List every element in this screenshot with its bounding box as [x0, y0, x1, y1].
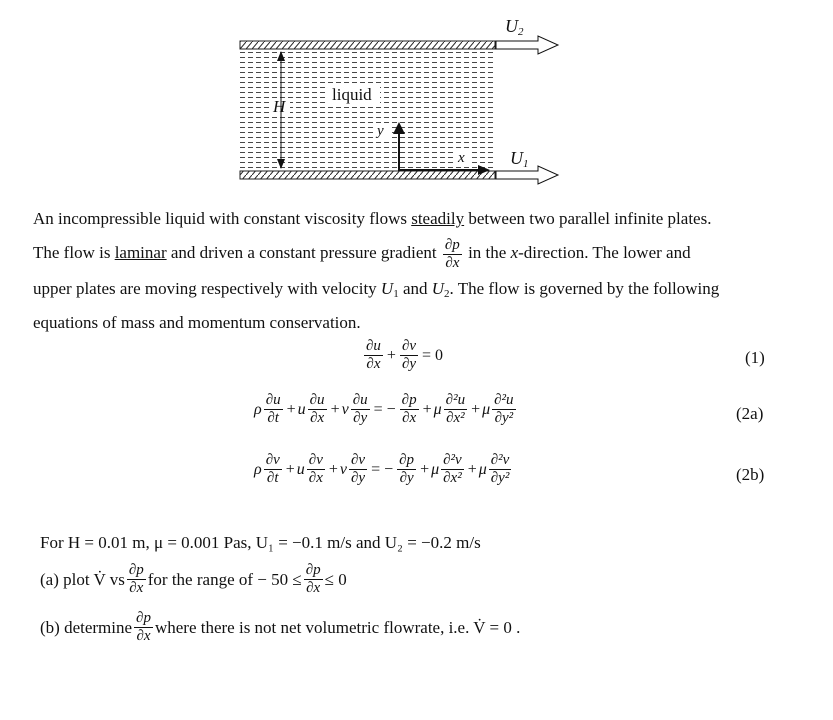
pressure-gradient-fraction: $\frac{\partial p}{\partial x}$ [444, 236, 460, 271]
question-a: (a) plot V̇ vs $\frac{\partial p}{\partial x}$ for the range of − 50 ≤ $\frac{\partial p}{\partial x}$ ≤ 0 [40, 562, 347, 596]
intro-line-3: upper plates are moving respectively with velocity $U_1$ and $U_2$. The flow is governed by the following [33, 278, 720, 300]
continuity-equation: $\frac{\partial u}{\partial x}$ + $\frac{\partial v}{\partial y}$ = 0 [366, 338, 444, 372]
x-axis-label: x [458, 150, 465, 166]
intro-line-2: The flow is laminar and driven a constant pressure gradient $\frac{\partial p}{\partial x}$ in the x-direction. The lower and [33, 236, 691, 271]
liquid-label: liquid [332, 85, 372, 104]
intro-line-4: equations of mass and momentum conservation. [33, 312, 361, 332]
given-values: For H = 0.01 m, μ = 0.001 Pas, U₁ = −0.1 m/s and U₂ = −0.2 m/s [40, 533, 481, 552]
lower-plate [240, 171, 495, 179]
y-axis-label: y [377, 123, 384, 139]
equation-2a-number: (2a) [736, 404, 764, 423]
equation-2b-number: (2b) [736, 465, 765, 484]
u2-label: $U_2$ [505, 16, 524, 38]
upper-plate [240, 41, 495, 49]
problem-description [33, 202, 773, 335]
y-momentum-equation: ρ $\frac{\partial v}{\partial t}$ + u $\frac{\partial v}{\partial x}$ + v $\frac{\partial v}{\partial y}$ = − $\frac{\partial p}{\partial y}$ + μ $\frac{\text{∂²v}}{\text{∂x²}}$ + μ $\frac{\text{∂²v}}{\text{∂y²}}$ [254, 452, 510, 486]
u1-label: $U_1$ [510, 148, 529, 170]
intro-line-1: An incompressible liquid with constant viscosity flows steadily between two parallel infinite plates. [33, 209, 712, 228]
channel-flow-diagram [0, 0, 833, 200]
x-momentum-equation: ρ $\frac{\partial u}{\partial t}$ + u $\frac{\partial u}{\partial x}$ + v $\frac{\partial u}{\partial y}$ = − $\frac{\partial p}{\partial x}$ + μ $\frac{\text{∂²u}}{\text{∂x²}}$ + μ $\frac{\text{∂²u}}{\text{∂y²}}$ [254, 392, 514, 426]
height-label: H [273, 97, 286, 116]
equation-1-number: (1) [745, 348, 765, 367]
question-b: (b) determine $\frac{\partial p}{\partial x}$ where there is not net volumetric flowrate, i.e. V̇ = 0 . [40, 610, 521, 644]
